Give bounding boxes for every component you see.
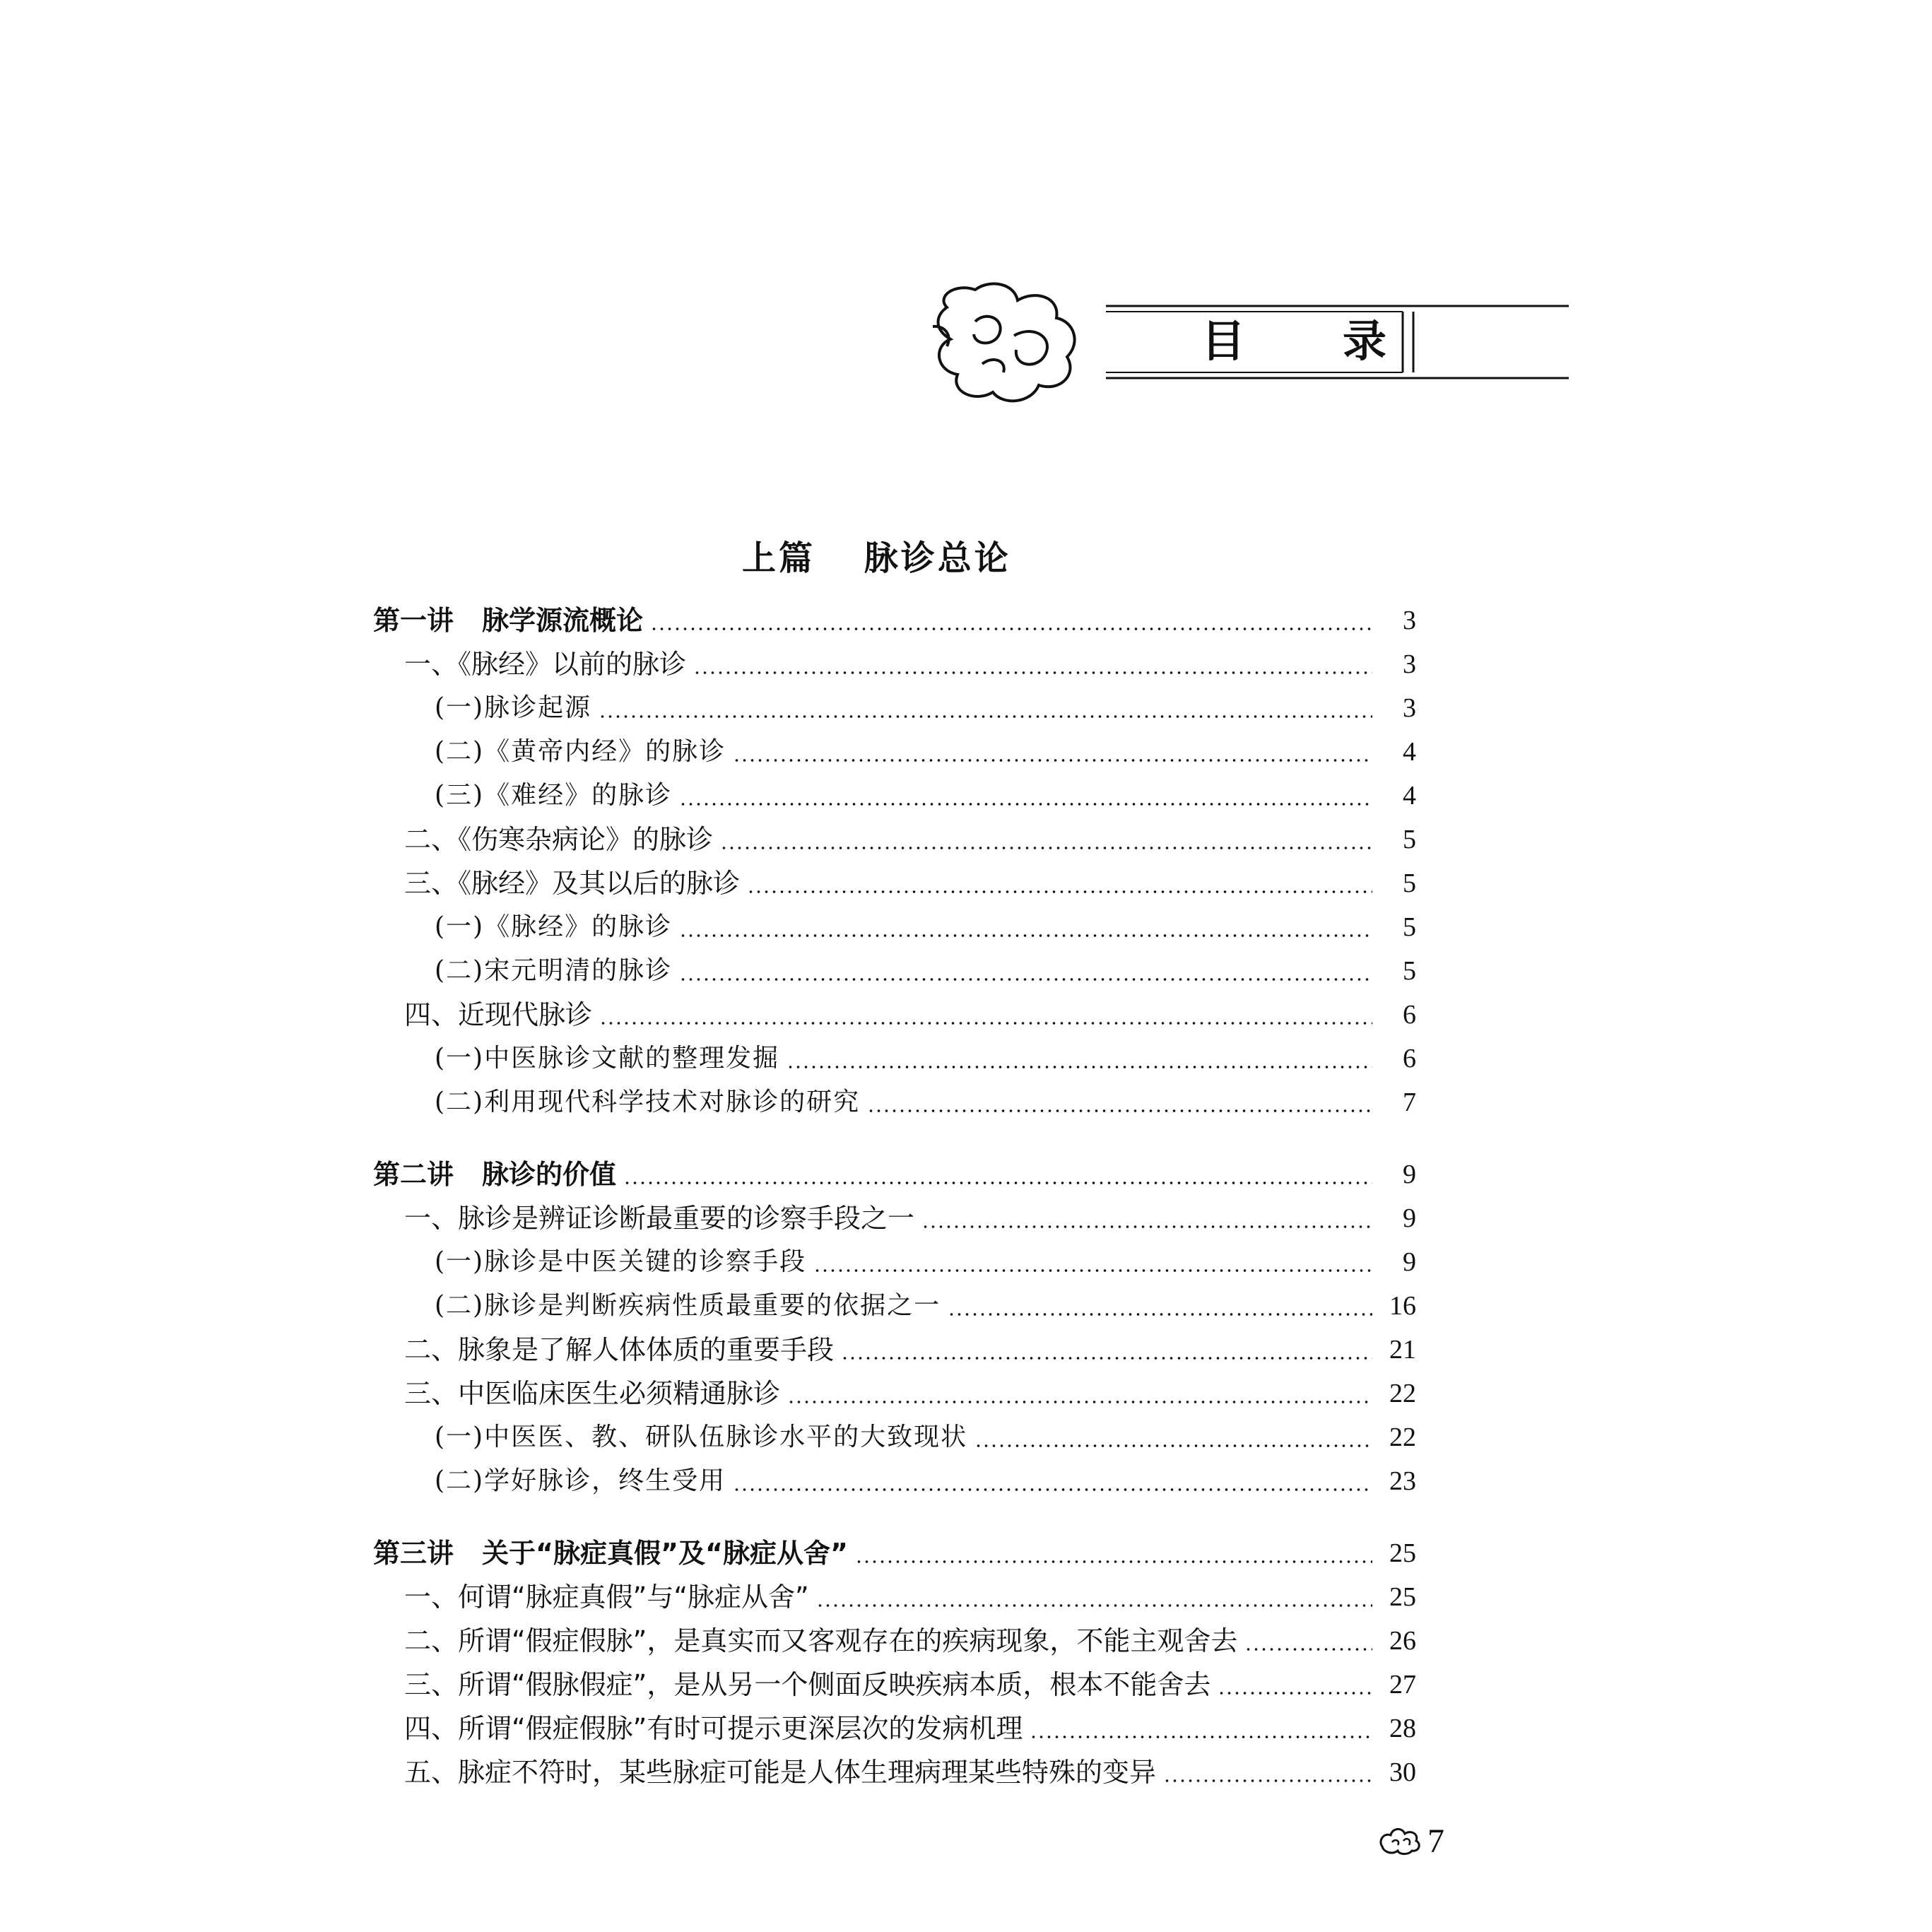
entry-text: (一)脉诊是中医关键的诊察手段 — [435, 1247, 807, 1276]
page-footer — [1378, 1813, 1444, 1869]
page-number: 5 — [1403, 956, 1416, 986]
dot-leader — [948, 1313, 1372, 1316]
page-number: 5 — [1403, 825, 1416, 854]
toc-section-row[interactable] — [404, 643, 1416, 685]
page-number: 6 — [1403, 1000, 1416, 1030]
cloud-mark-icon — [1378, 1825, 1423, 1856]
page-number: 28 — [1389, 1714, 1416, 1743]
entry-text: (一)中医脉诊文献的整理发掘 — [435, 1044, 780, 1073]
entry-text: (二)利用现代科学技术对脉诊的研究 — [435, 1088, 861, 1117]
page-number: 7 — [1403, 1088, 1416, 1117]
page-number: 4 — [1403, 737, 1416, 767]
dot-leader — [974, 1444, 1372, 1447]
page-number: 26 — [1389, 1626, 1416, 1656]
chapter-label: 第二讲 — [373, 1159, 454, 1190]
toc-section-row[interactable] — [404, 1576, 1416, 1618]
entry-text: 三、《脉经》及其以后的脉诊 — [404, 868, 741, 899]
dot-leader — [720, 847, 1372, 849]
page-number: 4 — [1403, 781, 1416, 811]
dot-leader — [867, 1109, 1372, 1112]
entry-text: (三)《难经》的脉诊 — [435, 781, 673, 810]
page-number: 25 — [1389, 1582, 1416, 1612]
chapter-label: 第一讲 — [373, 605, 454, 636]
toc-subsection-row[interactable] — [435, 687, 1416, 729]
part-name: 脉诊总论 — [864, 538, 1011, 578]
dot-leader — [599, 715, 1372, 718]
entry-text: (一)脉诊起源 — [435, 693, 592, 722]
page-number: 9 — [1403, 1247, 1416, 1277]
page-number: 27 — [1389, 1670, 1416, 1700]
page-number: 16 — [1389, 1291, 1416, 1321]
dot-leader — [733, 1488, 1372, 1491]
title-frame — [1106, 306, 1569, 378]
part-title — [742, 529, 1011, 588]
toc-subsection-row[interactable] — [435, 1241, 1416, 1283]
toc-section-row[interactable] — [404, 862, 1416, 905]
toc-section-row[interactable] — [404, 1197, 1416, 1239]
dot-leader — [693, 671, 1372, 674]
toc-chapter-row[interactable] — [373, 1153, 1416, 1196]
dot-leader — [816, 1604, 1372, 1607]
entry-text: 一、《脉经》以前的脉诊 — [404, 649, 687, 680]
toc-section-row[interactable] — [404, 1751, 1416, 1793]
dot-leader — [733, 759, 1372, 762]
entry-text: 二、《伤寒杂病论》的脉诊 — [404, 824, 714, 855]
part-label: 上篇 — [742, 538, 816, 578]
dot-leader — [679, 934, 1372, 937]
entry-text: (二)宋元明清的脉诊 — [435, 956, 673, 985]
dot-leader — [921, 1225, 1372, 1228]
page-number-footer: 7 — [1427, 1822, 1444, 1860]
entry-text: 二、所谓“假症假脉”，是真实而又客观存在的疾病现象，不能主观舍去 — [404, 1625, 1238, 1656]
toc-section-row[interactable] — [404, 994, 1416, 1036]
dot-leader — [841, 1357, 1372, 1360]
dot-leader — [599, 1022, 1372, 1025]
toc-subsection-row[interactable] — [435, 1460, 1416, 1502]
page-number: 3 — [1403, 649, 1416, 679]
toc-title-left: 目 — [1201, 315, 1246, 367]
entry-text: 四、近现代脉诊 — [404, 999, 593, 1030]
entry-text: (一)《脉经》的脉诊 — [435, 912, 673, 941]
toc-section-row[interactable] — [404, 1620, 1416, 1662]
chapter-title: 脉诊的价值 — [482, 1159, 617, 1190]
header-cloud-ornament — [933, 279, 1932, 420]
toc-subsection-row[interactable] — [435, 1285, 1416, 1327]
entry-text: 一、脉诊是辨证诊断最重要的诊察手段之一 — [404, 1203, 915, 1234]
toc-section-row[interactable] — [404, 1707, 1416, 1750]
page-number: 25 — [1389, 1538, 1416, 1568]
toc-section-row[interactable] — [404, 1329, 1416, 1371]
toc-section-row[interactable] — [404, 1663, 1416, 1706]
page-number: 22 — [1389, 1379, 1416, 1408]
entry-text: 二、脉象是了解人体体质的重要手段 — [404, 1334, 835, 1365]
page-number: 22 — [1389, 1423, 1416, 1452]
toc-section-row[interactable] — [404, 1372, 1416, 1415]
page-number: 9 — [1403, 1203, 1416, 1233]
entry-text: 四、所谓“假症假脉”有时可提示更深层次的发病机理 — [404, 1713, 1023, 1744]
dot-leader — [623, 1182, 1372, 1184]
toc-subsection-row[interactable] — [435, 950, 1416, 992]
page-number: 6 — [1403, 1044, 1416, 1073]
entry-text: (二)《黄帝内经》的脉诊 — [435, 737, 726, 766]
page-number: 9 — [1403, 1160, 1416, 1189]
dot-leader — [813, 1269, 1372, 1272]
page-number: 21 — [1389, 1335, 1416, 1365]
toc-subsection-row[interactable] — [435, 906, 1416, 948]
toc-section-row[interactable] — [404, 818, 1416, 861]
dot-leader — [787, 1066, 1372, 1068]
toc-subsection-row[interactable] — [435, 1416, 1416, 1459]
dot-leader — [787, 1401, 1372, 1403]
dot-leader — [1030, 1736, 1372, 1738]
page-number: 5 — [1403, 868, 1416, 898]
entry-text: (二)学好脉诊，终生受用 — [435, 1466, 726, 1495]
entry-text: 三、中医临床医生必须精通脉诊 — [404, 1378, 781, 1409]
toc-subsection-row[interactable] — [435, 731, 1416, 773]
dot-leader — [1163, 1779, 1372, 1782]
toc-chapter-row[interactable] — [373, 599, 1416, 642]
dot-leader — [1218, 1692, 1372, 1695]
dot-leader — [650, 628, 1372, 630]
dot-leader — [679, 803, 1372, 806]
entry-text: 三、所谓“假脉假症”，是从另一个侧面反映疾病本质，根本不能舍去 — [404, 1669, 1211, 1700]
entry-text: 一、何谓“脉症真假”与“脉症从舍” — [404, 1581, 809, 1613]
page-number: 3 — [1403, 606, 1416, 635]
toc-subsection-row[interactable] — [435, 1037, 1416, 1080]
toc-title-right: 录 — [1343, 315, 1387, 367]
page-number: 3 — [1403, 693, 1416, 723]
toc-subsection-row[interactable] — [435, 774, 1416, 817]
chapter-label: 第三讲 — [373, 1538, 454, 1569]
chapter-title: 关于“脉症真假”及“脉症从舍” — [482, 1538, 848, 1569]
page-number: 5 — [1403, 912, 1416, 942]
page-number: 23 — [1389, 1466, 1416, 1496]
entry-text: (一)中医医、教、研队伍脉诊水平的大致现状 — [435, 1423, 968, 1451]
dot-leader — [679, 978, 1372, 981]
dot-leader — [855, 1560, 1372, 1563]
toc-subsection-row[interactable] — [435, 1081, 1416, 1124]
page-number: 30 — [1389, 1757, 1416, 1787]
cloud-scroll-icon — [933, 284, 1075, 401]
dot-leader — [747, 890, 1372, 893]
entry-text: 五、脉症不符时，某些脉症可能是人体生理病理某些特殊的变异 — [404, 1757, 1157, 1788]
dot-leader — [1244, 1648, 1372, 1651]
toc-chapter-row[interactable] — [373, 1532, 1416, 1574]
entry-text: (二)脉诊是判断疾病性质最重要的依据之一 — [435, 1291, 941, 1320]
chapter-title: 脉学源流概论 — [482, 605, 644, 636]
